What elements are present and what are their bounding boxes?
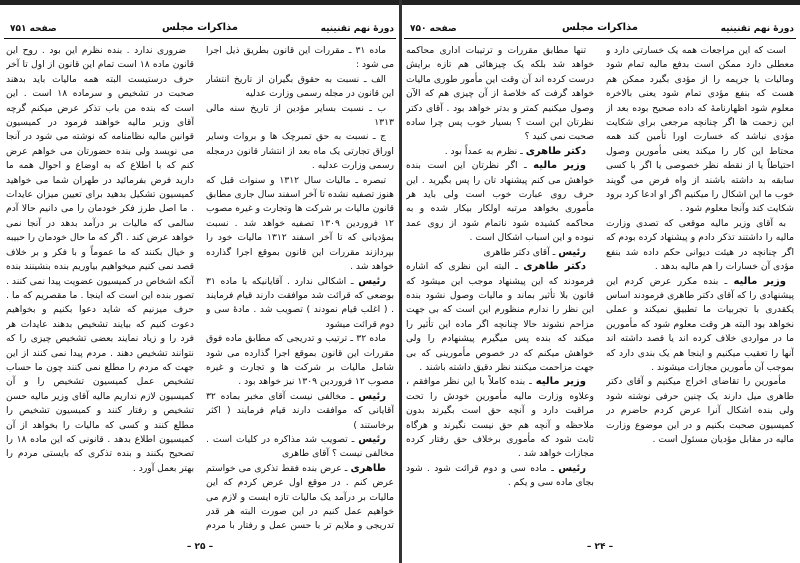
speech-paragraph [406, 462, 594, 491]
paragraph-text: ـ آقای دکتر طاهری [483, 246, 556, 258]
speech-paragraph [406, 159, 594, 245]
page-number-label: صفحه ۷۵۱ [10, 24, 57, 34]
speaker-name: رئیس [358, 275, 386, 287]
paragraph-text: ـ بنده مکرر عرض کردم این پیشنهادی را که آقای دکتر طاهری فرمودند اساس یکقدری با تجربیات ما تطبیق نمیکند و عملی نخواهد بود البته هر وقت معلوم شود که مأمورین ما در مواردی خلاف کرده اند یا قصد داشته اند آنها را تعقیب میکنیم و اینجا هم یک بندی دارد که بموجب آن مأمورین مجازات میشوند . [606, 275, 794, 373]
paragraph-text: ـ نظرم به عمداً بود . [444, 145, 523, 157]
page-footer-number: – ۲۴ – [586, 542, 614, 552]
text-paragraph [606, 44, 794, 217]
legislative-period: دورهٔ نهم تقنینیه [720, 24, 794, 34]
speech-paragraph [606, 275, 794, 376]
speaker-name: طاهری [350, 462, 386, 474]
text-column [6, 44, 194, 534]
paragraph-text: به آقای وزیر مالیه موقعی که تصدی وزارت مالیه را داشتند تذکر دادم و پیشنهاد کرده بودم که اگر چنانچه در هیئت دیوانی حکم داده شد بنفع مؤدی آن خسارات را هم مالیه بدهد . [606, 217, 794, 273]
speaker-name: رئیس [558, 462, 586, 474]
text-paragraph [606, 375, 794, 447]
paragraph-text: ـ مخالفی نیست آقای مخبر بماده ۳۲ آقایانی که موافقت دارند قیام فرمایند ( اکثر برخاستند ) [206, 390, 394, 431]
running-title: مذاکرات مجلس [161, 22, 238, 33]
speech-paragraph [206, 462, 394, 534]
text-paragraph [206, 130, 394, 173]
paragraph-text: ضروری ندارد . بنده نظرم این بود . روح این قانون ماده ۱۸ است تمام این قانون از اول تا آخر حرف درستیست البته همه مالیات باید بدهند صحبت در تشخیص و سرماده ۱۸ است . این است که بنده من باب تذکر عرض میکنم گرچه آقای وزیر مالیه خواهند فرمود در کمیسیون قوانین مالیه نظامنامه که نوشته می شود در آنجا می نویسد ولی بنده حضورتان می خواهم عرض کنم که با اطلاع که به اوضاع و احوال همه ما دارید فرض بفرمائید در طهران شما می خواهید کمیسیون تشکیل بدهید برای تعیین میزان عایدات . ما اصل طرز فکر خودمان را می دانیم حالا آدم سالمی که مالیات بر درآمد بدهد در آنجا نمی خواهد عرض کند . اگر که ما حال خودمان را حبیبه و خیال بکنند که ما عموماً و با فکر و بر خلاف قصد نمی کنیم میخواهیم بیاوریم بنده بنشینند بنده آنکه اشخاص در کمیسیون عضویت پیدا نمی کنند . تصور بنده این است که اینجا . ما مقصریم که ما . حرف میزنیم که شاید دعوا بکنیم و بخواهیم دعوت کنیم که بیایند تشخیص بدهند عایدات هر فرد را و زیاد نمایند بعضی تشخیص چیزی را که نتوانند تشخیص دهند . مردم پیدا نمی کنند از این جهت که مردم را مطلع نمی کنند چون ما حساب تشخیص عمل کمیسیون تشخیص را و آن کمیسیون لازم نداریم مالیه آقای وزیر مالیه حسن تشخیص و رفتار کنند و کمیسیون تشخیص را مطلع کنند و کسی که مالیات را بخواهد از آن کمیسیون اطلاع بدهد . قانونی که این ماده ۱۸ را تصحیح بکنند و بنده تذکری که بایستی مردم را بهتر بعمل آورد . [6, 45, 194, 474]
speaker-name: وزیر مالیه [533, 160, 587, 172]
running-title: مذاکرات مجلس [561, 22, 638, 33]
speaker-name: رئیس [558, 246, 586, 258]
speech-paragraph [406, 260, 594, 375]
page-header [404, 22, 796, 39]
paragraph-text: ـ اشکالی ندارد . آقایانیکه با ماده ۳۱ بوضعی که قرائت شد موافقت دارند قیام فرمایند . ( اغلب قیام نمودند ) تصویب شد . مادهٔ سی و دوم قرائت میشود [206, 275, 394, 330]
paragraph-text: تبصره ـ مالیات سال ۱۳۱۲ و سنوات قبل که هنوز تصفیه نشده تا آخر اسفند سال جاری مطابق قانون مالیات بر شرکت ها وتجارت و غیره مصوب ۱۲ فروردین ۱۳۰۹ تصفیه خواهد شد . نسبت بمؤدیانی که تا آخر اسفند ۱۳۱۲ مالیات خود را بپردازند مقررات این قانون بموقع اجرا گذارده خواهد شد . [206, 174, 394, 273]
text-column [406, 44, 594, 534]
paragraph-text: مأمورین را تقاضای اخراج میکنیم و آقای دکتر طاهری میل دارند یک چنین حرفی نوشته شود ولی بنده اشکال آنرا عرض کردم حاضرم در کمیسیون صحبت بکنیم و در این موضوع وزارت مالیه در مقابل مؤدیان مسئول است . [606, 376, 794, 445]
paragraph-text: است که این مراجعات همه یک خسارتی دارد و معطلی دارد ممکن است بدفع مالیه تمام شود ومالیات یا جریمه را از مؤدی بگیرد ممکن هم هست که بنفع مؤدی تمام شود یعنی بالاخره معلوم شود اظهارنامهٔ که داده صحیح بوده بعد از این زحمت ها اگر چنانچه مرجعی برای شکایت مؤدی نباشد که خسارت اورا تأمین کند همه محتاط این کار را میکند یعنی مأمورین وصول احتیاطاً یا از نقطه نظر خصوصی یا اگر با کسی سابقه بد داشته باشند از واه فرض می گویند خوب ما این اشکال را میکنیم اگر او ادعا کرد برود شکایت کند وآنجا معلوم شود . [606, 45, 794, 215]
speaker-name: وزیر مالیه [733, 275, 787, 287]
text-paragraph [206, 332, 394, 390]
paragraph-text: الف ـ نسبت به حقوق بگیران از تاریخ انتشار این قانون در مجله رسمی وزارت عدلیه [206, 73, 394, 100]
speech-paragraph [406, 145, 594, 159]
text-paragraph [206, 73, 394, 102]
speech-paragraph [206, 433, 394, 462]
speech-paragraph [406, 246, 594, 260]
speech-paragraph [406, 375, 594, 461]
paragraph-text: ماده ۳۲ ـ ترتیب و تدریجی که مطابق ماده فوق مقررات این قانون بموقع اجرا گذارده می شود شامل مالیات بر شرکت ها و تجارت و غیره مصوب ۱۲ فروردین ۱۳۰۹ نیز خواهد بود . [206, 333, 394, 388]
paragraph-text: ـ تصویب شد مذاکره در کلیات است . مخالفی نیست ؟ آقای طاهری [206, 433, 394, 460]
speech-paragraph [206, 275, 394, 333]
page-footer-number: – ۲۵ – [186, 542, 214, 552]
text-paragraph [206, 44, 394, 73]
legislative-period: دورهٔ نهم تقنینیه [320, 24, 394, 34]
paragraph-text: ـ اگر نظرتان این است بنده خواهش می کنم پیشنهاد تان را پس بگیرید . این حرف روی عبارت خوب است ولی باید هر مأموری بخواهد مرتبه اولکار بیکار شده و به محاکمه کشیده شود ناتمام شود از روی عمد نبوده و این اسباب اشکال است . [406, 160, 594, 244]
paragraph-text: ـ ماده سی و دوم قرائت شود . شود بجای ماده سی و یکم . [406, 462, 594, 489]
paragraph-text: ج ـ نسبت به حق تمبرچک ها و بروات وسایر اوراق تجارتی یک ماه بعد از انتشار قانون درمجله رسمی وزارت عدلیه . [206, 131, 394, 172]
paragraph-text: تنها مطابق مقررات و ترتیبات اداری محاکمه خواهد شد بلکه یک چیزهائی هم تازه برایش درست کرده اند آن وقت این مأمور طوری مالیات خواهد گرفت که خلاصهٔ از آن چیزی هم که الآن وصول میکنیم کمتر و بدتر خواهد بود . آقای دکتر نظرتان این است ؟ بسیار خوب پس چرا ساده صحبت نمی کنید ؟ [406, 45, 594, 143]
text-column [206, 44, 394, 534]
text-column [606, 44, 794, 534]
speaker-name: رئیس [358, 433, 387, 445]
paragraph-text: ماده ۳۱ ـ مقررات این قانون بطریق ذیل اجرا می شود : [206, 45, 394, 71]
text-paragraph [606, 217, 794, 275]
paragraph-text: ـ بنده کاملاً با این نظر موافقم ، وعلاوه وزارت مالیه مأمورین خودش را تحت مراقبت دارد و آنچه حق است بگیرند بدون ملاحظه و آنچه هم حق نیست نگیرند و هرگاه ثابت شود که مأموری برخلاف حق رفتار کرده مجازات خواهد شد . [406, 376, 594, 460]
paragraph-text: ب ـ نسبت بسایر مؤدین از تاریخ سنه مالی ۱۳۱۳ [206, 102, 394, 129]
speaker-name: دکتر طاهری [525, 145, 586, 157]
right-page [404, 8, 796, 558]
speaker-name: وزیر مالیه [535, 376, 587, 388]
book-spine [399, 0, 402, 563]
text-paragraph [6, 44, 194, 476]
speech-paragraph [206, 390, 394, 433]
speaker-name: رئیس [358, 390, 387, 402]
text-paragraph [406, 44, 594, 145]
page-number-label: صفحه ۷۵۰ [410, 24, 457, 34]
text-paragraph [206, 174, 394, 275]
page-header [4, 22, 396, 39]
left-page [4, 8, 396, 558]
paragraph-text: ـ عرض بنده فقط تذکری می خواستم عرض کنم . در موقع اول عرض کردم که این مالیات بر درآمد یک مالیات تازه ایست و لازم می خواهیم عمل کنیم در این صورت البته هر قدر تدریجی و ملایم تر با حسن عمل و رفتار با مردم [206, 462, 394, 532]
speaker-name: دکتر طاهری [523, 261, 586, 273]
paragraph-text: ـ البته این نظری که اشاره فرمودند که این پیشنهاد موجب این میشود که قانون بلا تأثیر بماند و مالیات وصول نشود بنده این نظر را ندارم منظورم این است که بی جهت مزاحم نشوند حالا چنانچه اگر ماده این تأثیر را میکند که بنده پس میگیرم پیشنهادم را ولی خواهش میکنم که در خصوص مأمورینی که بی جهت مزاحمت میکنند نظر دقیق داشته باشند . [406, 261, 594, 373]
text-paragraph [206, 102, 394, 131]
